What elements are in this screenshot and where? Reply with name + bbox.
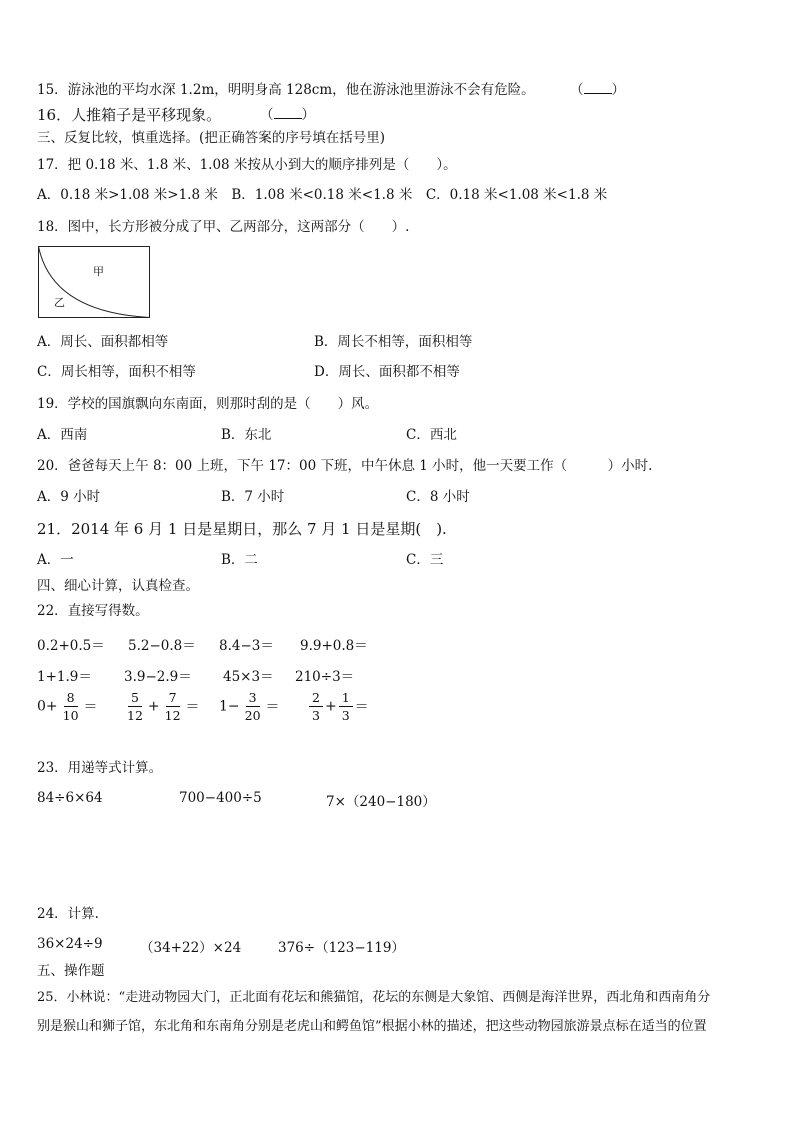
question-20: 20．爸爸每天上午 8：00 上班，下午 17：00 下班，中午休息 1 小时，他一天要工作（ ）小时. [37, 458, 653, 474]
q22-expr: 8.4−3＝ [219, 638, 274, 654]
fraction: $\frac{8}{10}$ [62, 690, 79, 723]
q22-fraction-expr-1: 0+ $\frac{8}{10}$ ＝ [37, 690, 98, 723]
q22-expr: 0.2+0.5＝ [37, 638, 105, 654]
question-23: 23．用递等式计算。 [37, 760, 163, 776]
q22-expr: 9.9+0.8＝ [300, 638, 368, 654]
q22-fraction-expr-4: $\frac{2}{3}$ + $\frac{1}{3}$ ＝ [307, 690, 369, 723]
question-18: 18．图中，长方形被分成了甲、乙两部分，这两部分（ ）. [37, 219, 410, 235]
q24-expr: 36×24÷9 [37, 936, 103, 952]
q18-option-a[interactable]: A．周长、面积都相等 [37, 334, 169, 350]
question-15-text: 15．游泳池的平均水深 1.2m，明明身高 128cm，他在游泳池里游泳不会有危险。 [37, 82, 535, 98]
answer-bracket-15[interactable]: （ ） [570, 82, 625, 98]
question-24: 24．计算. [37, 906, 99, 922]
fraction: $\frac{3}{20}$ [244, 690, 261, 723]
q19-option-c[interactable]: C．西北 [406, 427, 457, 443]
label-jia: 甲 [93, 265, 104, 278]
fraction: $\frac{7}{12}$ [164, 690, 181, 723]
q20-option-b[interactable]: B．7 小时 [221, 489, 285, 505]
q22-expr: 1+1.9＝ [37, 669, 92, 685]
q19-option-b[interactable]: B．东北 [221, 427, 272, 443]
question-25-line-1: 25．小林说：“走进动物园大门，正北面有花坛和熊猫馆，花坛的东侧是大象馆、西侧是海洋世界，西北角和西南角分 [37, 990, 711, 1005]
q23-expr: 84÷6×64 [37, 790, 103, 806]
q20-option-c[interactable]: C．8 小时 [406, 489, 470, 505]
q20-option-a[interactable]: A．9 小时 [37, 489, 101, 505]
question-15 [37, 81, 535, 99]
question-22: 22．直接写得数。 [37, 603, 149, 619]
question-17-options: A．0.18 米>1.08 米>1.8 米 B．1.08 米<0.18 米<1.8 米 C．0.18 米<1.08 米<1.8 米 [37, 187, 608, 203]
question-19: 19．学校的国旗飘向东南面，则那时刮的是（ ）风。 [37, 396, 379, 412]
answer-bracket-16[interactable]: （ ） [260, 107, 315, 123]
q18-option-d[interactable]: D．周长、面积都不相等 [314, 364, 460, 380]
q21-option-b[interactable]: B．二 [221, 552, 258, 568]
question-16-text: 16．人推箱子是平移现象。 [37, 106, 222, 124]
q24-expr: （34+22）×24 [140, 940, 242, 956]
q19-option-a[interactable]: A．西南 [37, 427, 88, 443]
fraction: $\frac{2}{3}$ [309, 690, 323, 723]
q22-expr: 5.2−0.8＝ [128, 638, 196, 654]
answer-blank-15[interactable] [584, 81, 612, 94]
question-17: 17．把 0.18 米、1.8 米、1.08 米按从小到大的顺序排列是（ ）。 [37, 157, 457, 173]
q18-option-b[interactable]: B．周长不相等，面积相等 [314, 334, 473, 350]
section-3-heading: 三、反复比较，慎重选择。(把正确答案的序号填在括号里) [37, 130, 386, 146]
q18-option-c[interactable]: C．周长相等，面积不相等 [37, 364, 196, 380]
question-16 [37, 106, 221, 124]
label-yi: 乙 [54, 296, 65, 309]
q22-expr: 3.9−2.9＝ [124, 669, 192, 685]
fraction: $\frac{1}{3}$ [339, 690, 353, 723]
question-21: 21．2014 年 6 月 1 日是星期日，那么 7 月 1 日是星期( ). [37, 520, 447, 538]
q21-option-a[interactable]: A．一 [37, 552, 74, 568]
section-5-heading: 五、操作题 [37, 963, 105, 979]
q23-expr: 7×（240−180） [326, 794, 436, 810]
question-25-line-2: 别是猴山和狮子馆，东北角和东南角分别是老虎山和鳄鱼馆”根据小林的描述，把这些动物园旅游景点标在适当的位置 [37, 1019, 707, 1034]
answer-blank-16[interactable] [274, 106, 302, 119]
rectangle-figure [38, 246, 150, 318]
fraction: $\frac{5}{12}$ [127, 690, 143, 723]
section-4-heading: 四、细心计算，认真检查。 [37, 578, 199, 594]
q22-expr: 210÷3＝ [295, 669, 355, 685]
q21-option-c[interactable]: C．三 [406, 552, 444, 568]
q24-expr: 376÷（123−119） [278, 940, 405, 956]
q23-expr: 700−400÷5 [179, 790, 262, 806]
q22-fraction-expr-3: 1− $\frac{3}{20}$ ＝ [219, 690, 280, 723]
q22-fraction-expr-2: $\frac{5}{12}$ + $\frac{7}{12}$ ＝ [122, 690, 200, 723]
q22-expr: 45×3＝ [223, 669, 274, 685]
